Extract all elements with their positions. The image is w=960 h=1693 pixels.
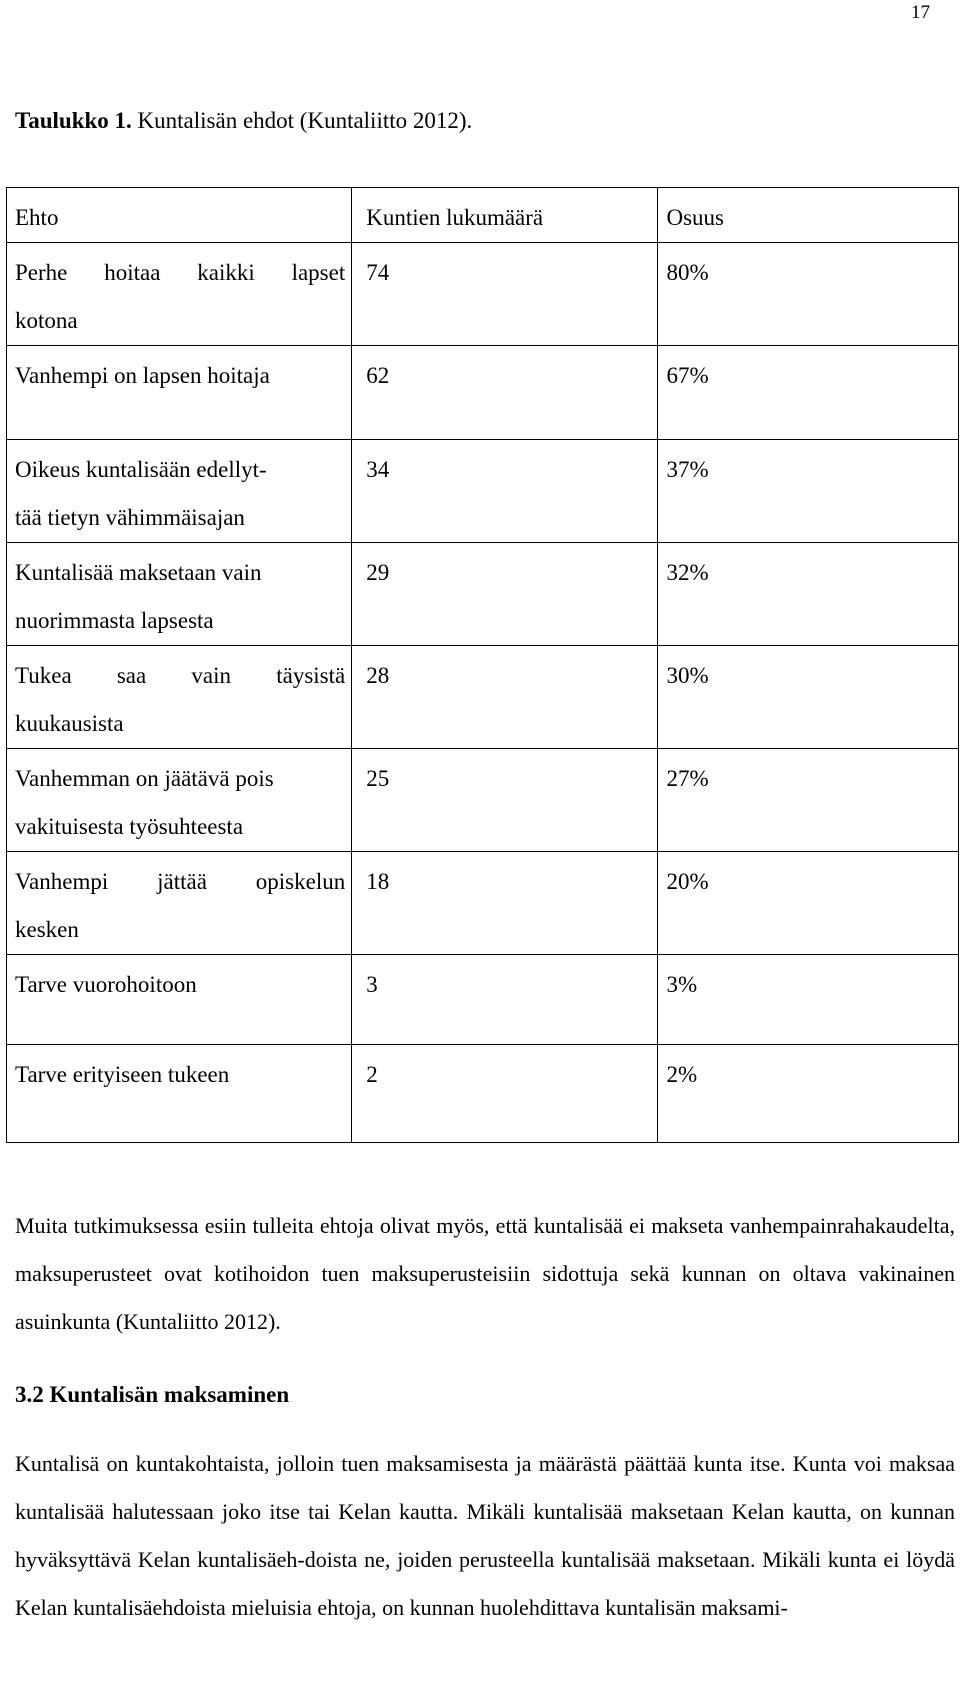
table-row xyxy=(7,646,959,749)
condition-cell: Tarve vuorohoitoon xyxy=(7,955,352,1045)
table-row xyxy=(7,749,959,852)
count-cell: 3 xyxy=(352,955,658,1045)
condition-cell: Vanhempi jättää opiskelun kesken xyxy=(7,852,352,955)
caption-text: Kuntalisän ehdot (Kuntaliitto 2012). xyxy=(131,108,473,133)
header-share: Osuus xyxy=(658,188,959,243)
share-cell: 27% xyxy=(658,749,959,852)
condition-cell: Tarve erityiseen tukeen xyxy=(7,1045,352,1143)
page-number: 17 xyxy=(911,2,930,23)
body-paragraph-1: Muita tutkimuksessa esiin tulleita ehtoja olivat myös, että kuntalisää ei makseta vanhempainrahakaudelta, maksuperusteet ovat kotihoidon tuen maksuperusteisiin sidottuja sekä kunnan on oltava vakinainen asuinkunta (Kuntaliitto 2012). xyxy=(15,1213,955,1334)
condition-cell: Tukea saa vain täysistä kuukausista xyxy=(7,646,352,749)
table-row xyxy=(7,440,959,543)
table-row xyxy=(7,243,959,346)
share-cell: 3% xyxy=(658,955,959,1045)
share-cell: 2% xyxy=(658,1045,959,1143)
count-cell: 62 xyxy=(352,346,658,440)
table-row xyxy=(7,346,959,440)
condition-cell: Vanhempi on lapsen hoitaja xyxy=(7,346,352,440)
table-caption xyxy=(15,108,472,134)
share-cell: 80% xyxy=(658,243,959,346)
table-row xyxy=(7,955,959,1045)
section-heading: 3.2 Kuntalisän maksaminen xyxy=(15,1382,290,1407)
count-cell: 28 xyxy=(352,646,658,749)
count-cell: 29 xyxy=(352,543,658,646)
share-cell: 20% xyxy=(658,852,959,955)
count-cell: 18 xyxy=(352,852,658,955)
count-cell: 25 xyxy=(352,749,658,852)
condition-cell: Vanhemman on jäätävä pois vakituisesta työsuhteesta xyxy=(7,749,352,852)
share-cell: 37% xyxy=(658,440,959,543)
table-row xyxy=(7,1045,959,1143)
condition-cell: Oikeus kuntalisään edellyt- tää tietyn vähimmäisajan xyxy=(7,440,352,543)
header-condition: Ehto xyxy=(7,188,352,243)
condition-cell: Kuntalisää maksetaan vain nuorimmasta lapsesta xyxy=(7,543,352,646)
share-cell: 32% xyxy=(658,543,959,646)
share-cell: 67% xyxy=(658,346,959,440)
count-cell: 34 xyxy=(352,440,658,543)
conditions-table xyxy=(6,187,959,1143)
header-count: Kuntien lukumäärä xyxy=(352,188,658,243)
table-header-row xyxy=(7,188,959,243)
table-row xyxy=(7,852,959,955)
share-cell: 30% xyxy=(658,646,959,749)
body-paragraph-2: Kuntalisä on kuntakohtaista, jolloin tuen maksamisesta ja määrästä päättää kunta itse. Kunta voi maksaa kuntalisää halutessaan joko itse tai Kelan kautta. Mikäli kuntalisää maksetaan Kelan kautta, on kunnan hyväksyttävä Kelan kuntalisäeh-doista ne, joiden perusteella kuntalisää maksetaan. Mikäli kunta ei löydä Kelan kuntalisäehdoista mieluisia ehtoja, on kunnan huolehdittava kuntalisän maksami- xyxy=(15,1451,955,1620)
count-cell: 2 xyxy=(352,1045,658,1143)
count-cell: 74 xyxy=(352,243,658,346)
table-row xyxy=(7,543,959,646)
caption-label: Taulukko 1. xyxy=(15,108,132,133)
condition-cell: Perhe hoitaa kaikki lapset kotona xyxy=(7,243,352,346)
